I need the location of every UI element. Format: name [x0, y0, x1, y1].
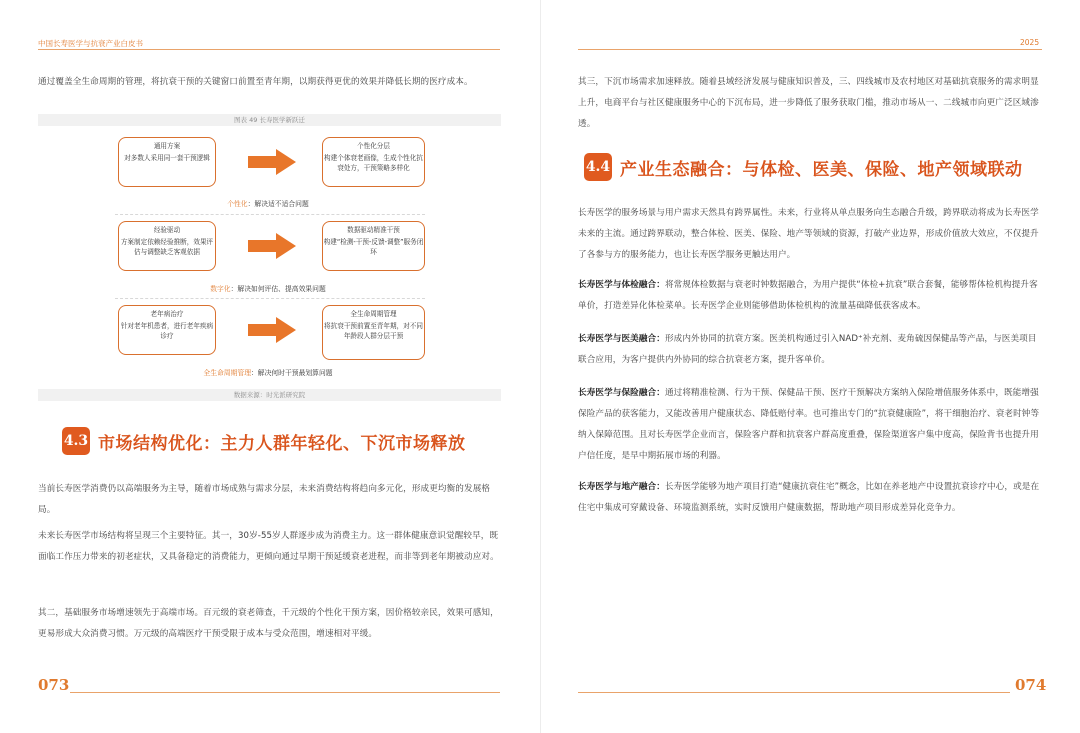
section-heading-4-3	[62, 427, 466, 455]
fusion-item-checkup: 长寿医学与体检融合：将常规体检数据与衰老时钟数据融合，为用户提供“体检+抗衰”联合套餐，能够帮体检机构提升客单价，打造差异化体检菜单。长寿医学企业则能够借助体检机构的流量基础降低获客成本。	[578, 280, 1038, 311]
left-intro-paragraph: 通过覆盖全生命周期的管理，将抗衰干预的关键窗口前置至青年期，以期获得更优的效果并降低长期的医疗成本。	[38, 77, 473, 87]
figure-to-title-1: 个性化分层	[357, 142, 390, 150]
figure-from-box-3	[118, 305, 216, 355]
section-title: 市场结构优化：主力人群年轻化、下沉市场释放	[98, 433, 466, 454]
section-number-badge: 4.4	[584, 153, 612, 181]
page-number-left: 073	[38, 676, 70, 694]
footer-rule-right	[578, 692, 1010, 693]
figure-to-body-2: 构建“检测-干预-反馈-调整”服务闭环	[323, 238, 424, 256]
arrow-right-icon	[248, 317, 296, 343]
figure-row-label-2: 数字化：解决如何评估、提高效果问题	[210, 285, 326, 293]
header-rule-left	[38, 49, 500, 50]
figure-to-box-1	[322, 137, 425, 187]
figure-from-body-3: 针对老年机患者，进行老年疾病诊疗	[120, 322, 214, 340]
right-lead-paragraph: 长寿医学的服务场景与用户需求天然具有跨界属性。未来，行业将从单点服务向生态融合升级，跨界联动将成为长寿医学未来的主流。通过跨界联动，整合体检、医美、保险、地产等领域的资源，打破产业边界，形成价值放大效应，不仅提升了各参与方的服务能力，也让长寿医学服务更触达用户。	[578, 208, 1039, 260]
fusion-item-aesthetics: 长寿医学与医美融合：形成内外协同的抗衰方案。医美机构通过引入NAD⁺补充剂、麦角硫因保健品等产品，与医美项目联合应用，为客户提供内外协同的综合抗衰老方案，提升客单价。	[578, 334, 1037, 365]
page-number-right: 074	[1015, 676, 1047, 694]
page-spine	[540, 0, 541, 733]
left-paragraph-3: 其二，基础服务市场增速领先于高端市场。百元级的衰老筛查，千元级的个性化干预方案，因价格较亲民，效果可感知，更易形成大众消费习惯。万元级的高端医疗干预受限于成本与受众范围，增速相对平缓。	[38, 608, 499, 639]
figure-to-body-3: 将抗衰干预前置至青年期，对不同年龄段人群分层干预	[324, 322, 423, 340]
figure-row-label-1: 个性化：解决适不适合问题	[227, 200, 309, 208]
figure-from-title-2: 经验驱动	[153, 226, 181, 234]
figure-caption: 图表 49 长寿医学新跃迁	[38, 114, 501, 126]
figure-to-body-1: 构建个体衰老画像，生成个性化抗衰处方，干预策略多样化	[324, 154, 423, 172]
section-number-badge: 4.3	[62, 427, 90, 455]
figure-to-box-3	[322, 305, 425, 360]
header-rule-right	[578, 49, 1042, 50]
figure-to-title-2: 数据驱动精准干预	[347, 226, 400, 234]
figure-source: 数据来源：时光派研究院	[38, 389, 501, 401]
figure-from-body-2: 方案制定依赖经验推断，效果评估与调整缺乏客观依据	[120, 238, 214, 256]
figure-from-box-2	[118, 221, 216, 271]
fusion-item-insurance: 长寿医学与保险融合：通过将精准检测、行为干预、保健品干预、医疗干预解决方案纳入保险增值服务体系中，既能增强保险产品的获客能力，又能改善用户健康状态、降低赔付率。也可推出专门的“抗衰健康险”，将干细胞治疗、衰老时钟等纳入保障范围。且对长寿医学企业而言，保险客户群和抗衰客户群高度重叠，保险渠道客户集中度高，保险背书也提升用户信任度，是早中期拓展市场的利器。	[578, 388, 1040, 461]
section-title: 产业生态融合：与体检、医美、保险、地产领域联动	[620, 159, 1023, 180]
figure-to-title-3: 全生命周期管理	[350, 310, 397, 318]
figure-from-box-1	[118, 137, 216, 187]
figure-from-body-1: 对多数人采用同一套干预逻辑	[124, 154, 210, 162]
arrow-right-icon	[248, 149, 296, 175]
figure-row-label-3: 全生命周期管理：解决何时干预最划算问题	[203, 369, 333, 377]
section-heading-4-4	[584, 153, 1023, 181]
figure-to-box-2	[322, 221, 425, 271]
arrow-right-icon	[248, 233, 296, 259]
footer-rule-left	[70, 692, 500, 693]
figure-divider	[115, 298, 425, 299]
figure-divider	[115, 214, 425, 215]
figure-from-title-1: 通用方案	[153, 142, 181, 150]
figure-from-title-3: 老年病治疗	[150, 310, 184, 318]
running-header-title: 中国长寿医学与抗衰产业白皮书	[38, 39, 143, 48]
right-intro-paragraph: 其三，下沉市场需求加速释放。随着县域经济发展与健康知识普及，三、四线城市及农村地区对基础抗衰服务的需求明显上升，电商平台与社区健康服务中心的下沉布局，进一步降低了服务获取门槛，推动市场从一、二线城市向更广泛区域渗透。	[578, 77, 1039, 129]
fusion-item-realestate: 长寿医学与地产融合：长寿医学能够为地产项目打造“健康抗衰住宅”概念，比如在养老地产中设置抗衰诊疗中心，或是在住宅中集成可穿戴设备、环境监测系统，实时反馈用户健康数据，帮助地产项目形成差异化竞争力。	[578, 482, 1040, 513]
running-header-year: 2025	[1020, 38, 1040, 47]
left-paragraph-1: 当前长寿医学消费仍以高端服务为主导，随着市场成熟与需求分层，未来消费结构将趋向多元化，形成更均衡的发展格局。	[38, 484, 491, 515]
left-paragraph-2: 未来长寿医学市场结构将呈现三个主要特征。其一，30岁-55岁人群逐步成为消费主力。这一群体健康意识觉醒较早，既面临工作压力带来的初老症状，又具备稳定的消费能力，更倾向通过早期干预延缓衰老进程，而非等到老年期被动应对。	[38, 531, 499, 562]
